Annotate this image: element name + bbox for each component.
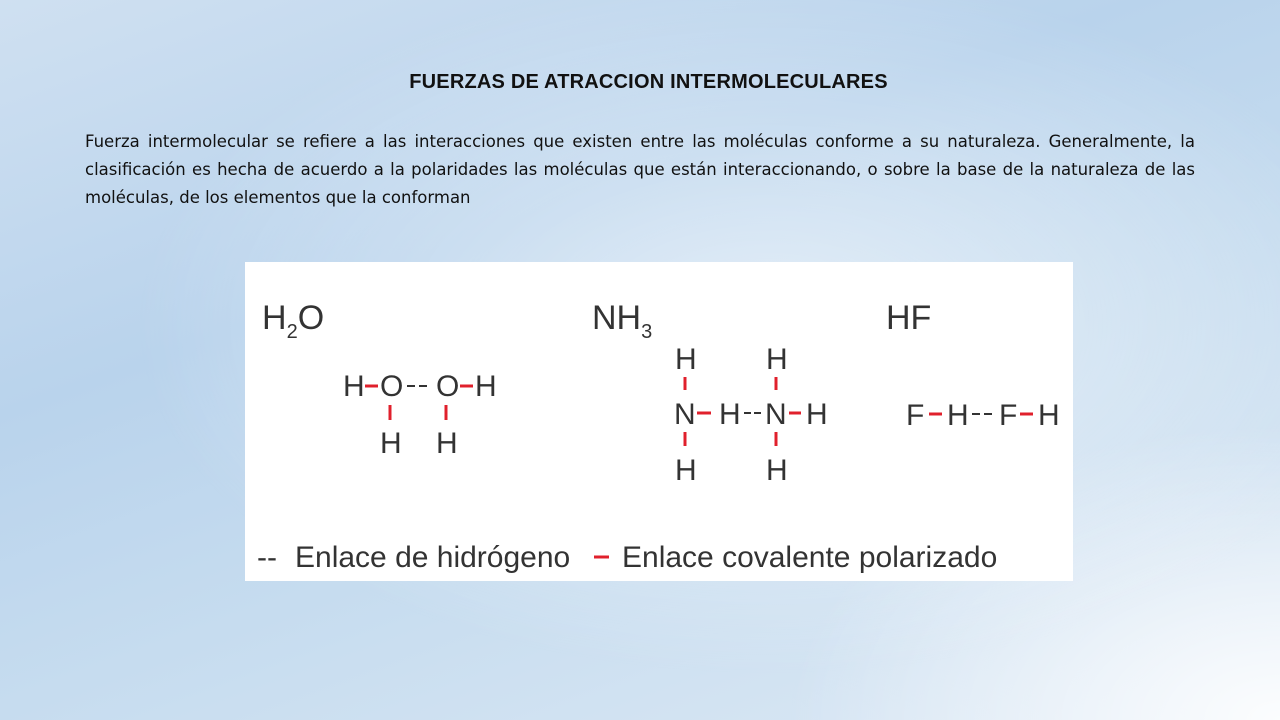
legend-hydrogen-label: Enlace de hidrógeno <box>295 541 571 574</box>
figure-legend <box>257 541 997 574</box>
water-dimer <box>343 370 497 460</box>
atom-f: F <box>906 399 925 432</box>
slide-title: FUERZAS DE ATRACCION INTERMOLECULARES <box>409 71 888 93</box>
ammonia-dimer <box>674 343 828 487</box>
formula-nh3: $NH_3$ <box>592 299 653 343</box>
intro-paragraph: Fuerza intermolecular se refiere a las interacciones que existen entre las moléculas conforme a su naturaleza. Generalmente, la clasificación es hecha de acuerdo a la polaridades las moléculas que están interaccionando, o sobre la base de la naturaleza de las moléculas, de los elementos que la conforman <box>85 132 1195 207</box>
atom-h: H <box>380 427 402 460</box>
atom-h: H <box>947 399 969 432</box>
atom-h: H <box>436 427 458 460</box>
hydrogen-bond-figure <box>245 262 1073 581</box>
atom-h: H <box>343 370 365 403</box>
atom-h: H <box>675 454 697 487</box>
atom-h: H <box>475 370 497 403</box>
atom-o: O <box>380 370 404 403</box>
hydrogen-bond-diagram <box>245 262 1073 581</box>
atom-o: O <box>436 370 460 403</box>
atom-h: H <box>675 343 697 376</box>
atom-f: F <box>999 399 1018 432</box>
atom-h: H <box>1038 399 1060 432</box>
atom-h: H <box>766 454 788 487</box>
legend-covalent-label: Enlace covalente polarizado <box>622 541 998 574</box>
atom-n: N <box>674 398 696 431</box>
atom-h: H <box>719 398 741 431</box>
formula-h2o: $H_2O$ <box>262 299 325 343</box>
atom-n: N <box>765 398 787 431</box>
atom-h: H <box>766 343 788 376</box>
legend-hydrogen-symbol: -- <box>257 541 277 574</box>
hf-dimer <box>906 399 1060 432</box>
atom-h: H <box>806 398 828 431</box>
formula-hf: HF <box>886 299 932 337</box>
